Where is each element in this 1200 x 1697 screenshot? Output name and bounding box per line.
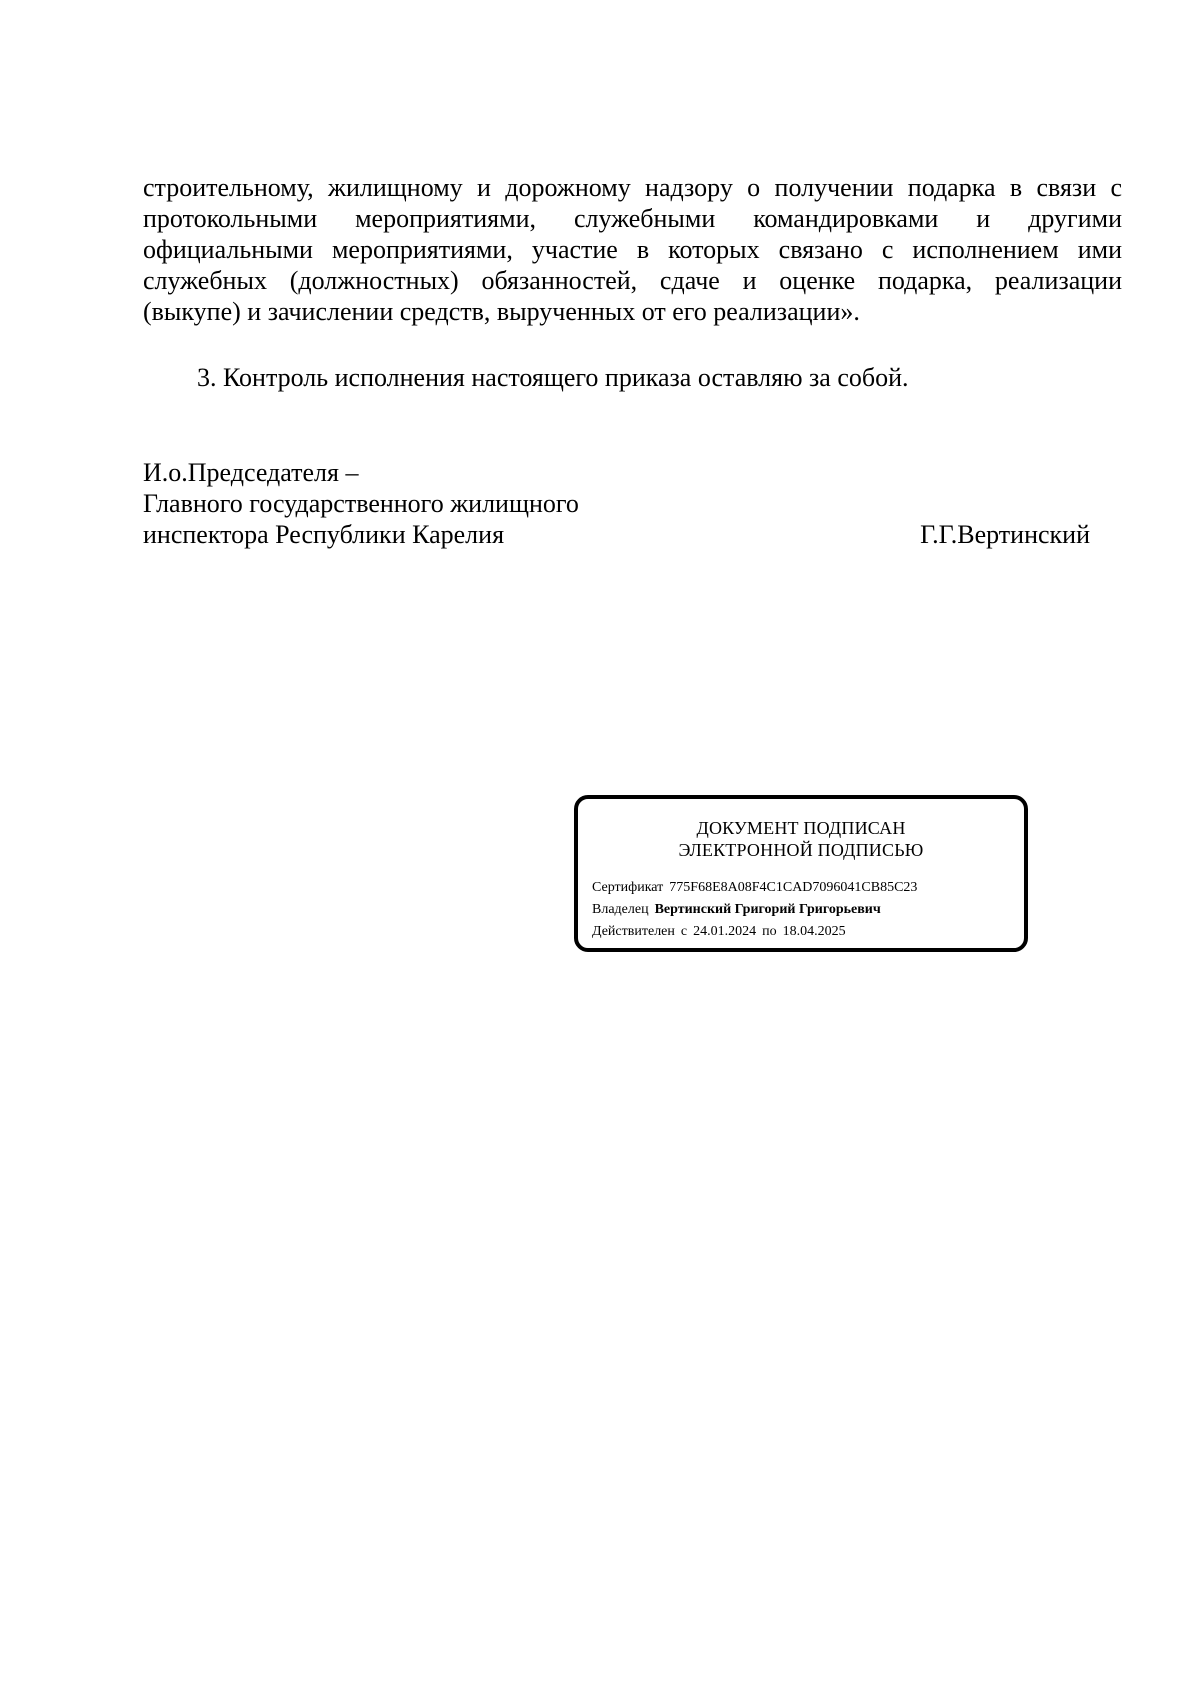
signatory-position-line: инспектора Республики Карелия [143, 520, 505, 549]
certificate-label: Сертификат [592, 880, 664, 895]
signatory-position [143, 457, 579, 550]
signatory-name: Г.Г.Вертинский [920, 520, 1090, 549]
paragraph-continuation [143, 172, 1122, 327]
signatory-position-line: Главного государственного жилищного [143, 489, 579, 518]
valid-from-prefix: с [680, 924, 688, 939]
owner-value: Вертинский Григорий Григорьевич [654, 902, 881, 917]
owner-row [592, 899, 917, 921]
signatory-position-line: И.о.Председателя – [143, 458, 359, 487]
certificate-row [592, 877, 917, 899]
paragraph-line: служебных (должностных) обязанностей, сдаче и оценке подарка, реализации [143, 266, 1122, 295]
stamp-title-line: ДОКУМЕНТ ПОДПИСАН [696, 818, 906, 838]
item-3-text: 3. Контроль исполнения настоящего приказа оставляю за собой. [197, 363, 909, 392]
owner-label: Владелец [592, 902, 649, 917]
certificate-value: 775F68E8A08F4C1CAD7096041CB85C23 [669, 880, 918, 895]
valid-from-date: 24.01.2024 [693, 924, 757, 939]
valid-to-prefix: по [762, 924, 777, 939]
paragraph-line: строительному, жилищному и дорожному надзору о получении подарка в связи с [143, 173, 1122, 202]
stamp-info [592, 877, 917, 943]
electronic-signature-stamp [574, 795, 1028, 952]
validity-row [592, 921, 917, 943]
stamp-title [578, 817, 1024, 861]
paragraph-line: (выкупе) и зачислении средств, вырученных от его реализации». [143, 297, 860, 326]
stamp-title-line: ЭЛЕКТРОННОЙ ПОДПИСЬЮ [678, 840, 924, 860]
paragraph-line: протокольными мероприятиями, служебными командировками и другими [143, 204, 1122, 233]
paragraph-line: официальными мероприятиями, участие в которых связано с исполнением ими [143, 235, 1122, 264]
valid-to-date: 18.04.2025 [782, 924, 846, 939]
valid-label: Действителен [592, 924, 675, 939]
